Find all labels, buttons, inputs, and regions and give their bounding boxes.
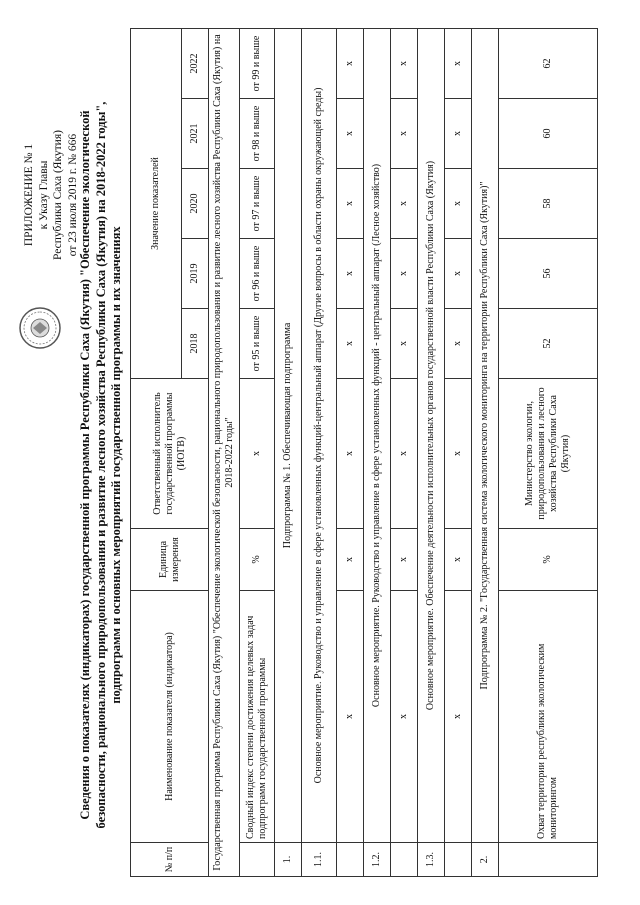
header-values: Значение показателей [131,28,182,378]
row-unit: % [499,529,598,591]
row-unit: x [391,529,418,591]
row-num: 1. [275,843,302,877]
year-cell: 2019 [182,239,209,309]
value-cell: 56 [499,239,598,309]
value-cell: x [445,99,472,169]
appendix-note [22,80,80,310]
row-num: 1.3. [418,843,445,877]
row-num: 2. [472,843,499,877]
official-seal-icon [18,306,62,350]
appendix-line-4: от 23 июля 2019 г. № 666 [66,133,79,257]
table-row [391,28,418,876]
table-row [445,28,472,876]
subprogram-row [275,28,302,876]
value-cell: x [445,309,472,379]
value-cell: x [445,169,472,239]
value-cell: от 97 и выше [240,169,275,239]
subprogram-title: Подпрограмма № 2. "Государственная система экологического мониторинга на территории Республики Саха (Якутия)" [472,28,499,842]
value-cell: x [337,28,364,98]
row-name: x [445,591,472,843]
header-num: № п/п [131,843,209,877]
measure-title: Основное мероприятие. Руководство и управление в сфере установленных функций-центральный аппарат (Другие вопросы в области охраны окружающей среды) [302,28,337,842]
row-num [240,843,275,877]
table-row [499,28,598,876]
value-cell: x [337,239,364,309]
row-name: Охват территории республики экологическим мониторингом [499,591,598,843]
document-title: Сведения о показателях (индикаторах) государственной программы Республики Саха (Якутия) "Обеспечение экологической безопасности, рационального природопользования и развитие лесного хозяйства Республики Саха (Якутия) на 2018-2022 годы", подпрограмм и основных мероприятий государственной программы и их значениях [78,101,123,829]
measure-row [364,28,391,876]
row-name: x [391,591,418,843]
value-cell: x [445,239,472,309]
value-cell: от 98 и выше [240,99,275,169]
measure-title: Основное мероприятие. Руководство и управление в сфере установленных функций - центральный аппарат (Лесное хозяйство) [364,28,391,842]
row-name: x [337,591,364,843]
measure-title: Основное мероприятие. Обеспечение деятельности исполнительных органов государственной власти Республики Саха (Якутия) [418,28,445,842]
year-cell: 2022 [182,28,209,98]
appendix-line-1: ПРИЛОЖЕНИЕ № 1 [23,143,35,247]
row-exec: x [337,379,364,529]
row-num: 1.1. [302,843,337,877]
header-unit: Единица измерения [131,529,209,591]
header-name: Наименование показателя (индикатора) [131,591,209,843]
row-exec: x [240,379,275,529]
measure-row [302,28,337,876]
row-unit: x [337,529,364,591]
value-cell: x [391,28,418,98]
table-row [240,28,275,876]
value-cell: x [391,169,418,239]
program-row [209,28,240,876]
year-cell: 2020 [182,169,209,239]
year-cell: 2018 [182,309,209,379]
value-cell: от 99 и выше [240,28,275,98]
measure-row [418,28,445,876]
table-header-row [131,28,182,876]
indicators-table [130,28,598,877]
value-cell: x [391,309,418,379]
row-num: 1.2. [364,843,391,877]
row-exec: Министерство экологии, природопользования и лесного хозяйства Республики Саха (Якутия) [499,379,598,529]
value-cell: x [337,309,364,379]
appendix-line-3: Республики Саха (Якутия) [52,130,64,260]
table-row [337,28,364,876]
value-cell: 60 [499,99,598,169]
value-cell: 62 [499,28,598,98]
row-exec: x [391,379,418,529]
row-unit: x [445,529,472,591]
value-cell: x [337,99,364,169]
appendix-line-2: к Указу Главы [37,160,50,230]
value-cell: x [391,239,418,309]
value-cell: 58 [499,169,598,239]
value-cell: x [337,169,364,239]
value-cell: x [445,28,472,98]
row-name: Сводный индекс степени достижения целевых задач подпрограмм государственной программы [240,591,275,843]
row-exec: x [445,379,472,529]
header-exec: Ответственный исполнитель государственной программы (ИОГВ) [131,379,209,529]
row-unit: % [240,529,275,591]
value-cell: от 95 и выше [240,309,275,379]
value-cell: 52 [499,309,598,379]
program-title: Государственная программа Республики Саха (Якутия) "Обеспечение экологической безопасности, рационального природопользования и развитие лесного хозяйства Республики Саха (Якутия) на 2018-2022 годы" [209,28,240,876]
year-cell: 2021 [182,99,209,169]
subprogram-title: Подпрограмма № 1. Обеспечивающая подпрограмма [275,28,302,842]
subprogram-row [472,28,499,876]
value-cell: x [391,99,418,169]
value-cell: от 96 и выше [240,239,275,309]
